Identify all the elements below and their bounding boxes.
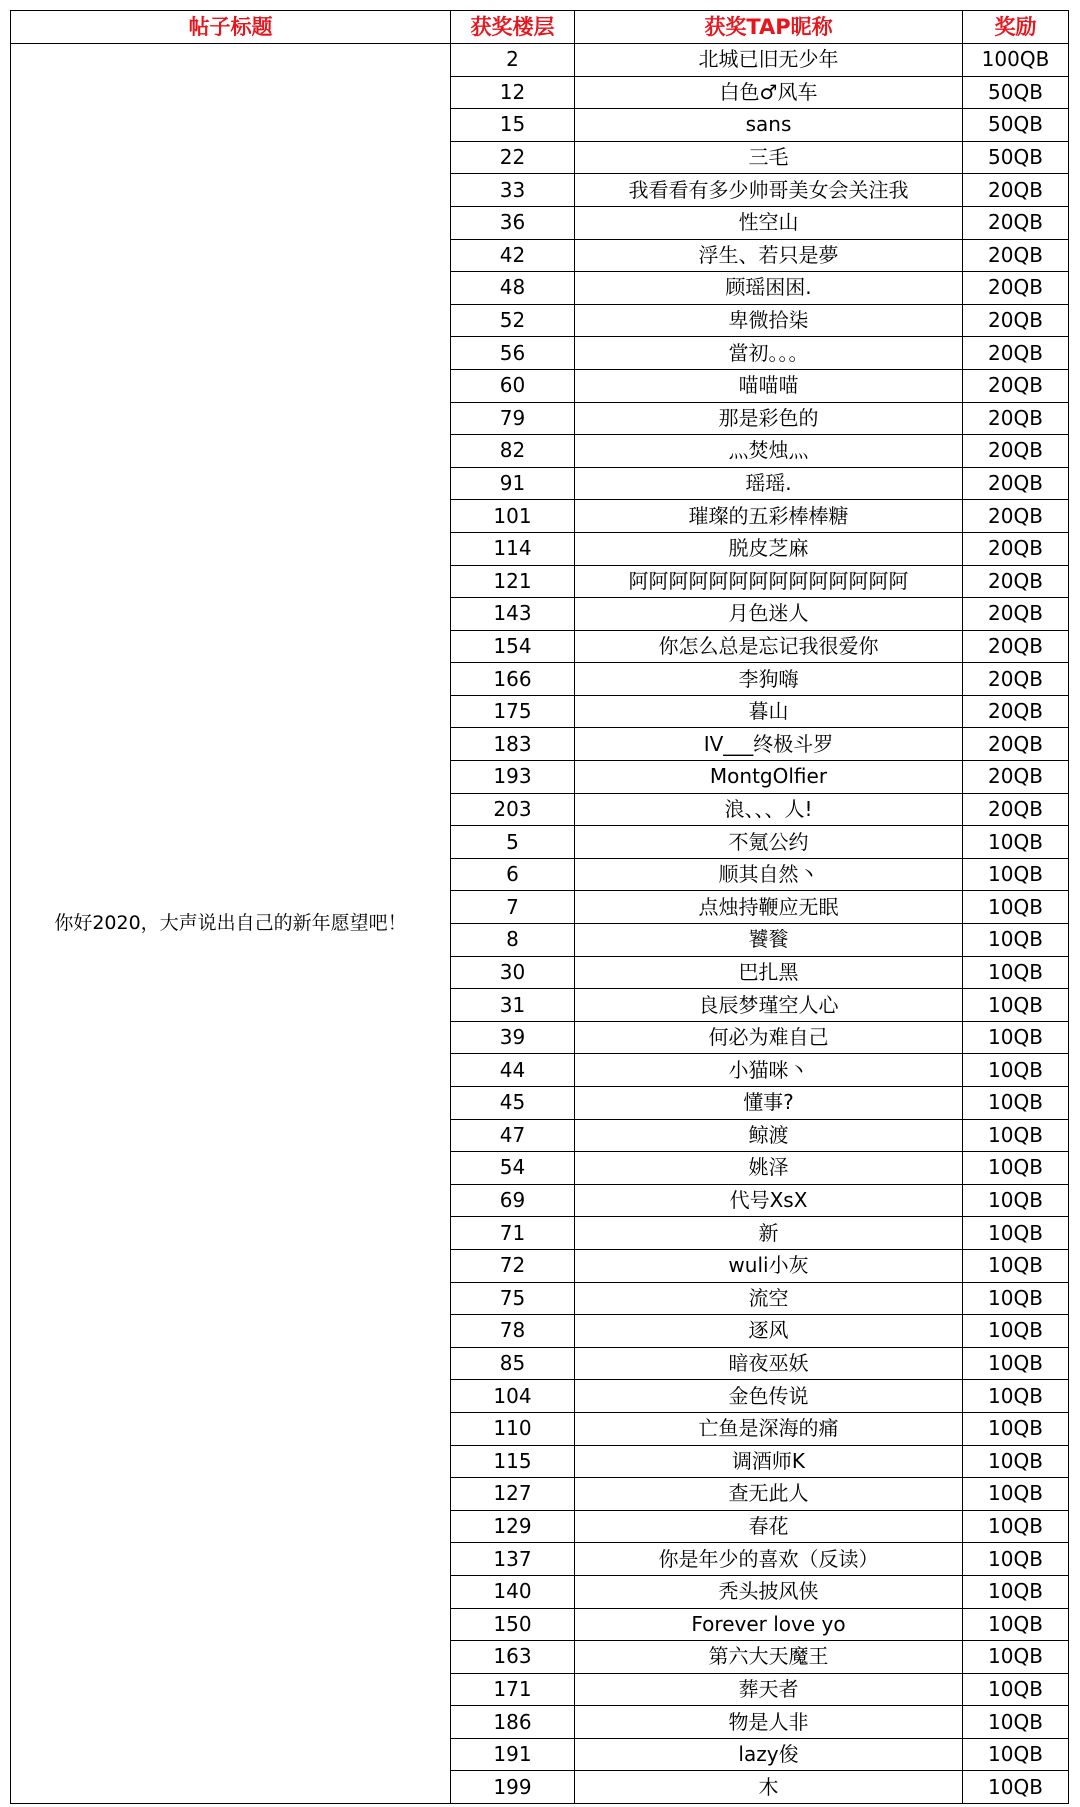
floor-cell: 85 [451, 1347, 575, 1380]
nickname-cell: 不氪公约 [575, 826, 963, 859]
nickname-cell: lazy俊 [575, 1738, 963, 1771]
floor-cell: 129 [451, 1510, 575, 1543]
floor-cell: 31 [451, 989, 575, 1022]
reward-cell: 10QB [963, 1771, 1069, 1804]
reward-cell: 20QB [963, 272, 1069, 305]
floor-cell: 15 [451, 109, 575, 142]
nickname-cell: 顺其自然丶 [575, 858, 963, 891]
floor-cell: 163 [451, 1641, 575, 1674]
nickname-cell: 物是人非 [575, 1706, 963, 1739]
floor-cell: 91 [451, 467, 575, 500]
floor-cell: 42 [451, 239, 575, 272]
nickname-cell: 卑微拾柒 [575, 304, 963, 337]
nickname-cell: 瑶瑶. [575, 467, 963, 500]
nickname-cell: 小猫咪丶 [575, 1054, 963, 1087]
nickname-cell: 流空 [575, 1282, 963, 1315]
reward-cell: 10QB [963, 1510, 1069, 1543]
nickname-cell: 你是年少的喜欢（反读） [575, 1543, 963, 1576]
reward-cell: 10QB [963, 1087, 1069, 1120]
nickname-cell: 点烛持鞭应无眠 [575, 891, 963, 924]
floor-cell: 140 [451, 1575, 575, 1608]
floor-cell: 5 [451, 826, 575, 859]
reward-cell: 20QB [963, 402, 1069, 435]
floor-cell: 82 [451, 435, 575, 468]
reward-cell: 10QB [963, 1738, 1069, 1771]
nickname-cell: 白色♂风车 [575, 76, 963, 109]
nickname-cell: 春花 [575, 1510, 963, 1543]
nickname-cell: Forever love yo [575, 1608, 963, 1641]
reward-cell: 50QB [963, 141, 1069, 174]
nickname-cell: 葬天者 [575, 1673, 963, 1706]
reward-cell: 10QB [963, 1412, 1069, 1445]
floor-cell: 12 [451, 76, 575, 109]
reward-cell: 10QB [963, 858, 1069, 891]
nickname-cell: 木 [575, 1771, 963, 1804]
floor-cell: 71 [451, 1217, 575, 1250]
header-floor: 获奖楼层 [451, 11, 575, 44]
reward-cell: 50QB [963, 109, 1069, 142]
nickname-cell: 暗夜巫妖 [575, 1347, 963, 1380]
floor-cell: 193 [451, 761, 575, 794]
nickname-cell: MontgOlfier [575, 761, 963, 794]
floor-cell: 39 [451, 1021, 575, 1054]
reward-cell: 10QB [963, 1347, 1069, 1380]
floor-cell: 47 [451, 1119, 575, 1152]
nickname-cell: 鲸渡 [575, 1119, 963, 1152]
reward-cell: 20QB [963, 663, 1069, 696]
floor-cell: 104 [451, 1380, 575, 1413]
floor-cell: 2 [451, 44, 575, 77]
nickname-cell: 顾瑶困困. [575, 272, 963, 305]
floor-cell: 33 [451, 174, 575, 207]
floor-cell: 114 [451, 532, 575, 565]
reward-cell: 10QB [963, 1021, 1069, 1054]
reward-cell: 20QB [963, 337, 1069, 370]
nickname-cell: 那是彩色的 [575, 402, 963, 435]
nickname-cell: 饕餮 [575, 924, 963, 957]
reward-cell: 10QB [963, 956, 1069, 989]
nickname-cell: 三毛 [575, 141, 963, 174]
table-row [11, 44, 1069, 77]
nickname-cell: 灬焚烛灬 [575, 435, 963, 468]
floor-cell: 69 [451, 1184, 575, 1217]
nickname-cell: 李狗嗨 [575, 663, 963, 696]
floor-cell: 150 [451, 1608, 575, 1641]
reward-cell: 20QB [963, 467, 1069, 500]
post-title-cell: 你好2020，大声说出自己的新年愿望吧！ [11, 44, 451, 1804]
nickname-cell: 良辰梦瑾空人心 [575, 989, 963, 1022]
nickname-cell: IV___终极斗罗 [575, 728, 963, 761]
floor-cell: 78 [451, 1315, 575, 1348]
reward-cell: 20QB [963, 239, 1069, 272]
reward-cell: 10QB [963, 1152, 1069, 1185]
floor-cell: 36 [451, 206, 575, 239]
floor-cell: 22 [451, 141, 575, 174]
reward-cell: 20QB [963, 598, 1069, 631]
nickname-cell: 北城已旧无少年 [575, 44, 963, 77]
floor-cell: 48 [451, 272, 575, 305]
nickname-cell: 姚泽 [575, 1152, 963, 1185]
floor-cell: 44 [451, 1054, 575, 1087]
floor-cell: 75 [451, 1282, 575, 1315]
nickname-cell: 何必为难自己 [575, 1021, 963, 1054]
reward-cell: 10QB [963, 1543, 1069, 1576]
floor-cell: 30 [451, 956, 575, 989]
reward-cell: 10QB [963, 891, 1069, 924]
nickname-cell: 你怎么总是忘记我很爱你 [575, 630, 963, 663]
reward-cell: 10QB [963, 1608, 1069, 1641]
reward-cell: 10QB [963, 1673, 1069, 1706]
floor-cell: 52 [451, 304, 575, 337]
reward-cell: 10QB [963, 1315, 1069, 1348]
reward-cell: 20QB [963, 532, 1069, 565]
floor-cell: 8 [451, 924, 575, 957]
floor-cell: 101 [451, 500, 575, 533]
reward-cell: 20QB [963, 304, 1069, 337]
nickname-cell: 新 [575, 1217, 963, 1250]
reward-cell: 20QB [963, 728, 1069, 761]
reward-cell: 10QB [963, 1478, 1069, 1511]
reward-cell: 10QB [963, 1249, 1069, 1282]
floor-cell: 121 [451, 565, 575, 598]
floor-cell: 60 [451, 369, 575, 402]
reward-cell: 20QB [963, 695, 1069, 728]
reward-cell: 10QB [963, 1054, 1069, 1087]
nickname-cell: 代号XsX [575, 1184, 963, 1217]
floor-cell: 115 [451, 1445, 575, 1478]
floor-cell: 72 [451, 1249, 575, 1282]
nickname-cell: 逐风 [575, 1315, 963, 1348]
reward-cell: 10QB [963, 1119, 1069, 1152]
floor-cell: 171 [451, 1673, 575, 1706]
nickname-cell: 金色传说 [575, 1380, 963, 1413]
nickname-cell: 當初。。。 [575, 337, 963, 370]
reward-cell: 20QB [963, 435, 1069, 468]
nickname-cell: 我看看有多少帅哥美女会关注我 [575, 174, 963, 207]
reward-cell: 20QB [963, 565, 1069, 598]
reward-cell: 10QB [963, 989, 1069, 1022]
reward-cell: 10QB [963, 826, 1069, 859]
floor-cell: 127 [451, 1478, 575, 1511]
reward-cell: 10QB [963, 1445, 1069, 1478]
reward-cell: 20QB [963, 206, 1069, 239]
reward-cell: 10QB [963, 1184, 1069, 1217]
nickname-cell: 暮山 [575, 695, 963, 728]
floor-cell: 54 [451, 1152, 575, 1185]
floor-cell: 110 [451, 1412, 575, 1445]
floor-cell: 175 [451, 695, 575, 728]
nickname-cell: wuli小灰 [575, 1249, 963, 1282]
floor-cell: 199 [451, 1771, 575, 1804]
nickname-cell: sans [575, 109, 963, 142]
nickname-cell: 第六大天魔王 [575, 1641, 963, 1674]
winners-table [10, 10, 1069, 1804]
floor-cell: 166 [451, 663, 575, 696]
floor-cell: 154 [451, 630, 575, 663]
floor-cell: 79 [451, 402, 575, 435]
nickname-cell: 浪、、、人! [575, 793, 963, 826]
reward-cell: 10QB [963, 1575, 1069, 1608]
reward-cell: 20QB [963, 793, 1069, 826]
nickname-cell: 月色迷人 [575, 598, 963, 631]
reward-cell: 10QB [963, 1380, 1069, 1413]
reward-cell: 10QB [963, 1282, 1069, 1315]
nickname-cell: 秃头披风侠 [575, 1575, 963, 1608]
floor-cell: 7 [451, 891, 575, 924]
nickname-cell: 调酒师K [575, 1445, 963, 1478]
nickname-cell: 亡鱼是深海的痛 [575, 1412, 963, 1445]
reward-cell: 20QB [963, 369, 1069, 402]
nickname-cell: 璀璨的五彩棒棒糖 [575, 500, 963, 533]
reward-cell: 20QB [963, 174, 1069, 207]
reward-cell: 20QB [963, 630, 1069, 663]
floor-cell: 45 [451, 1087, 575, 1120]
nickname-cell: 浮生、若只是夢 [575, 239, 963, 272]
header-post-title: 帖子标题 [11, 11, 451, 44]
nickname-cell: 喵喵喵 [575, 369, 963, 402]
reward-cell: 50QB [963, 76, 1069, 109]
floor-cell: 186 [451, 1706, 575, 1739]
floor-cell: 56 [451, 337, 575, 370]
nickname-cell: 巴扎黑 [575, 956, 963, 989]
floor-cell: 143 [451, 598, 575, 631]
floor-cell: 203 [451, 793, 575, 826]
header-reward: 奖励 [963, 11, 1069, 44]
reward-cell: 20QB [963, 500, 1069, 533]
header-nickname: 获奖TAP昵称 [575, 11, 963, 44]
floor-cell: 137 [451, 1543, 575, 1576]
table-header [11, 11, 1069, 44]
nickname-cell: 查无此人 [575, 1478, 963, 1511]
table-body [11, 44, 1069, 1804]
nickname-cell: 懂事? [575, 1087, 963, 1120]
nickname-cell: 脱皮芝麻 [575, 532, 963, 565]
floor-cell: 6 [451, 858, 575, 891]
nickname-cell: 阿阿阿阿阿阿阿阿阿阿阿阿阿阿 [575, 565, 963, 598]
floor-cell: 183 [451, 728, 575, 761]
reward-cell: 100QB [963, 44, 1069, 77]
floor-cell: 191 [451, 1738, 575, 1771]
reward-cell: 20QB [963, 761, 1069, 794]
reward-cell: 10QB [963, 924, 1069, 957]
reward-cell: 10QB [963, 1217, 1069, 1250]
reward-cell: 10QB [963, 1641, 1069, 1674]
reward-cell: 10QB [963, 1706, 1069, 1739]
header-row [11, 11, 1069, 44]
nickname-cell: 性空山 [575, 206, 963, 239]
